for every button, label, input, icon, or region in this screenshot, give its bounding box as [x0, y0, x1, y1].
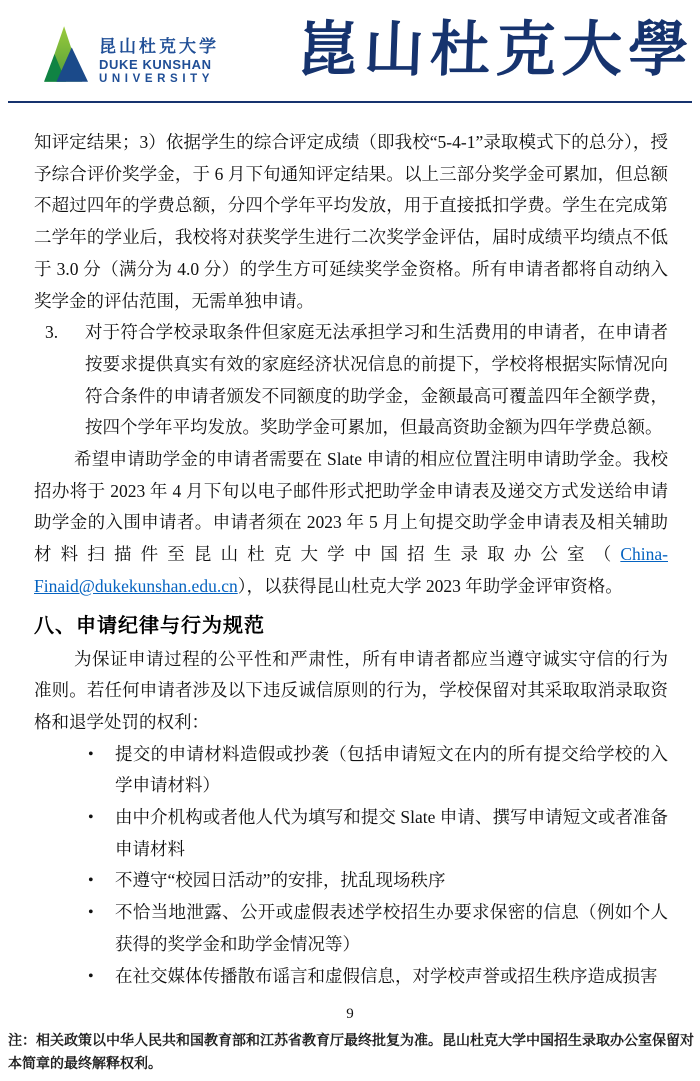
bullet-dot: • — [88, 967, 94, 985]
bullet-text: 不恰当地泄露、公开或虚假表述学校招生办要求保密的信息（例如个人获得的奖学金和助学金情况等） — [115, 902, 668, 954]
list-item — [88, 739, 668, 802]
bullet-text: 由中介机构或者他人代为填写和提交 Slate 申请、撰写申请短文或者准备申请材料 — [115, 807, 668, 859]
bullet-dot: • — [88, 745, 94, 763]
list-item — [88, 961, 668, 993]
financial-aid-paragraph — [34, 444, 668, 603]
bullet-text: 不遵守“校园日活动”的安排，扰乱现场秩序 — [115, 870, 446, 891]
logo-text-block — [99, 24, 219, 86]
logo-en-name-line1: DUKE KUNSHAN — [99, 57, 212, 72]
bullet-dot: • — [88, 904, 94, 922]
mountain-logo-icon — [44, 24, 88, 86]
aid-text-after-link: ），以获得昆山杜克大学 2023 年助学金评审资格。 — [237, 575, 623, 596]
list-item — [88, 802, 668, 865]
document-body — [34, 127, 668, 992]
numbered-item-text: 对于符合学校录取条件但家庭无法承担学习和生活费用的申请者，在申请者按要求提供真实有效的家庭经济状况信息的前提下，学校将根据实际情况向符合条件的申请者颁发不同额度的助学金，金额最高可覆盖四年全额学费，按四个学年平均发放。奖助学金可累加，但最高资助金额为四年学费总额。 — [85, 322, 668, 438]
calligraphy-title: 崑山杜克大學 — [296, 15, 696, 85]
list-number: 3. — [45, 322, 59, 343]
bullet-text: 在社交媒体传播散布谣言和虚假信息，对学校声誉或招生秩序造成损害 — [115, 965, 658, 986]
page-header — [0, 0, 700, 104]
list-item — [88, 865, 668, 897]
discipline-intro-paragraph: 为保证申请过程的公平性和严肃性，所有申请者都应当遵守诚实守信的行为准则。若任何申请者涉及以下违反诚信原则的行为，学校保留对其采取取消录取资格和退学处罚的权利： — [34, 648, 668, 732]
bullet-dot: • — [88, 872, 94, 890]
bullet-dot: • — [88, 809, 94, 827]
scholarship-continuation-paragraph: 知评定结果；3）依据学生的综合评定成绩（即我校“5-4-1”录取模式下的总分），授予综合评价奖学金，于 6 月下旬通知评定结果。以上三部分奖学金可累加，但总额不超过四年的学费总额，分四个学年平均发放，用于直接抵扣学费。学生在完成第二学年的学业后，我校将对获奖学生进行二次奖学金评估，届时成绩平均绩点不低于 3.0 分（满分为 4.0 分）的学生方可延续奖学金资格。所有申请者都将自动纳入奖学金的评估范围，无需单独申请。 — [34, 132, 668, 311]
logo-en-name-line2: UNIVERSITY — [99, 73, 215, 85]
logo-cn-name: 昆山杜克大学 — [99, 37, 219, 56]
list-item — [88, 897, 668, 960]
header-divider-line — [8, 101, 692, 103]
email-link[interactable]: China-Finaid@dukekunshan.edu.cn — [34, 544, 668, 596]
footer-note: 注：相关政策以中华人民共和国教育部和江苏省教育厅最终批复为准。昆山杜克大学中国招生录取办公室保留对本简章的最终解释权利。 — [8, 1032, 694, 1071]
section-heading-discipline: 八、申请纪律与行为规范 — [34, 614, 265, 637]
page-number: 9 — [346, 1006, 354, 1022]
dku-logo — [44, 24, 219, 86]
aid-text-before-link: 希望申请助学金的申请者需要在 Slate 申请的相应位置注明申请助学金。我校招办将于 2023 年 4 月下旬以电子邮件形式把助学金申请表及递交方式发送给申请助学金的入围申请者。申请者须在 2023 年 5 月上旬提交助学金申请表及相关辅助材料扫描件至昆山杜克大学中国招生录取办公室（ — [34, 449, 668, 565]
violation-bullet-list — [34, 739, 668, 993]
bullet-text: 提交的申请材料造假或抄袭（包括申请短文在内的所有提交给学校的入学申请材料） — [115, 743, 668, 796]
numbered-item-3 — [34, 317, 668, 444]
